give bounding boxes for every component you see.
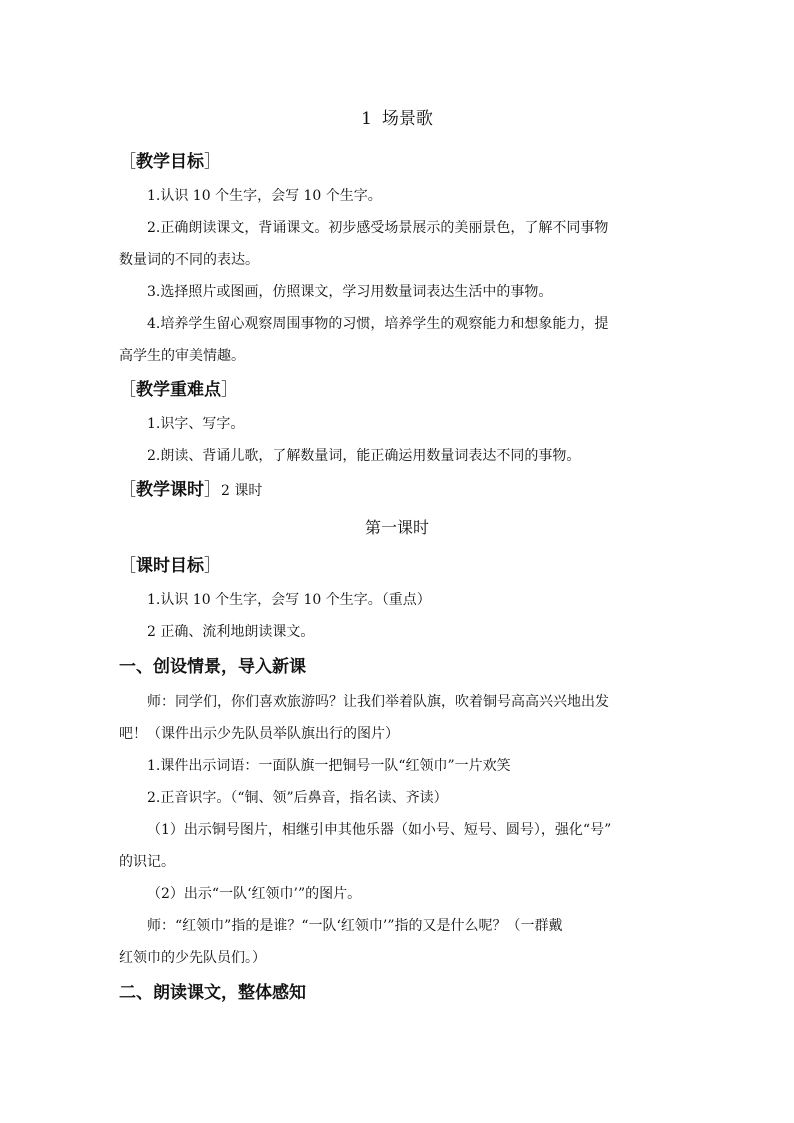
part1-line: 红领巾的少先队员们。） xyxy=(119,950,266,966)
goal-line: 1.认识 10 个生字，会写 10 个生字。 xyxy=(147,188,382,204)
goal-line: 数量词的不同的表达。 xyxy=(119,252,259,268)
part2-heading: 二、朗读课文，整体感知 xyxy=(119,983,306,1003)
keypoint-line: 2.朗读、背诵儿歌，了解数量词，能正确运用数量词表达不同的事物。 xyxy=(147,448,581,464)
keypoint-line: 1.识字、写字。 xyxy=(147,416,245,432)
lesson-number: 1 xyxy=(361,109,372,129)
part1-line: 吧！（课件出示少先队员举队旗出行的图片） xyxy=(119,726,399,742)
teaching-hours-value: 2 课时 xyxy=(221,483,263,499)
section-teaching-goals: ［教学目标］ xyxy=(119,152,221,172)
part1-line: 2.正音识字。（“铜、领”后鼻音，指名读、齐读） xyxy=(147,790,448,806)
goal-line: 高学生的审美情趣。 xyxy=(119,348,245,364)
part1-line: 师：同学们，你们喜欢旅游吗？让我们举着队旗，吹着铜号高高兴兴地出发 xyxy=(147,694,609,710)
part1-line: 1.课件出示词语：一面队旗一把铜号一队“红领巾”一片欢笑 xyxy=(147,758,511,774)
part1-line: （2）出示“一队‘红领巾’”的图片。 xyxy=(147,886,362,902)
lesson-title: 场景歌 xyxy=(381,109,433,129)
goal-line: 4.培养学生留心观察周围事物的习惯，培养学生的观察能力和想象能力，提 xyxy=(147,316,609,332)
part1-line: 师：“红领巾”指的是谁？“一队‘红领巾’”指的又是什么呢？（一群戴 xyxy=(147,918,563,934)
section-key-points: ［教学重难点］ xyxy=(119,380,238,400)
part1-line: （1）出示铜号图片，相继引申其他乐器（如小号、短号、圆号），强化“号” xyxy=(147,822,612,838)
part1-heading: 一、创设情景，导入新课 xyxy=(119,657,306,677)
document-title xyxy=(119,104,675,134)
lesson-period-title: 第一课时 xyxy=(364,518,429,537)
goal-line: 3.选择照片或图画，仿照课文，学习用数量词表达生活中的事物。 xyxy=(147,284,553,300)
part1-line: 的识记。 xyxy=(119,854,175,870)
section-lesson-goals: ［课时目标］ xyxy=(119,556,221,576)
section-teaching-hours: ［教学课时］2 课时 xyxy=(119,480,263,500)
document-page xyxy=(119,104,675,1012)
goal-line: 2.正确朗读课文，背诵课文。初步感受场景展示的美丽景色，了解不同事物 xyxy=(147,220,609,236)
lesson-goal-line: 1.认识 10 个生字，会写 10 个生字。（重点） xyxy=(147,592,431,608)
lesson-goal-line: 2 正确、流利地朗读课文。 xyxy=(147,624,315,640)
